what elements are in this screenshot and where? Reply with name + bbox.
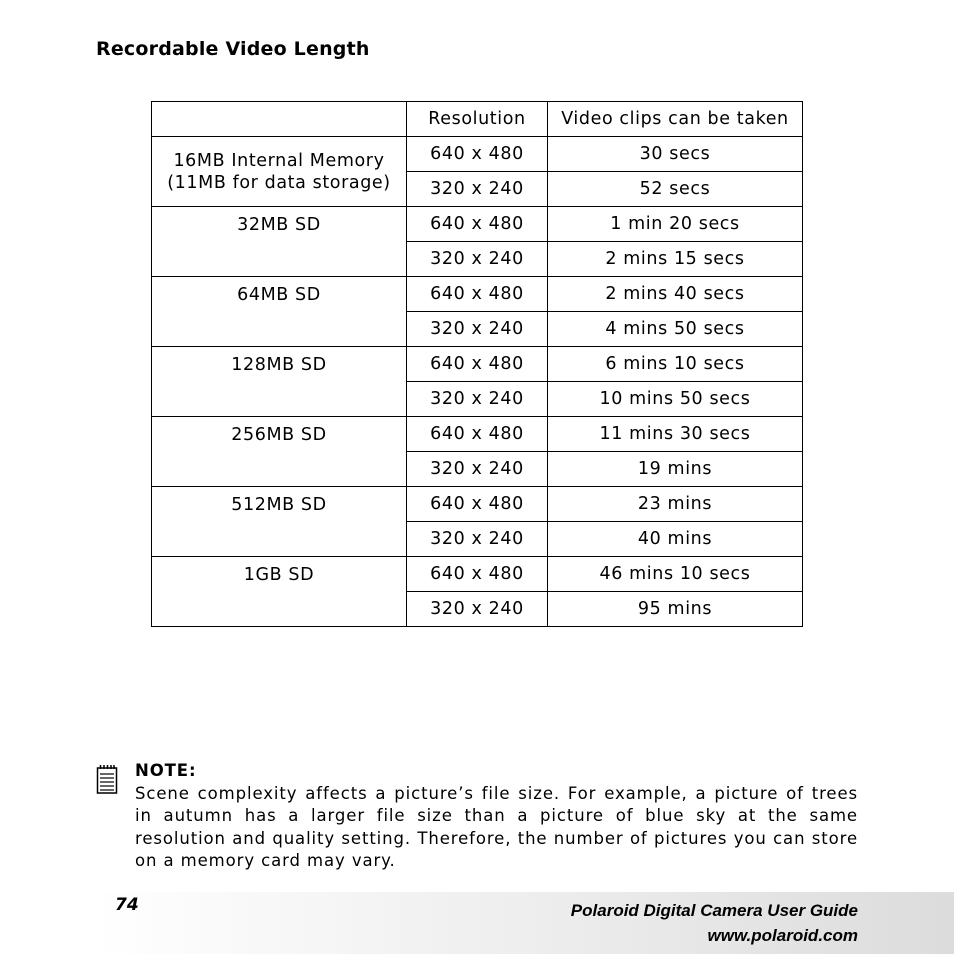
video-length-cell: 2 mins 15 secs [548,242,803,277]
resolution-cell: 640 x 480 [407,557,548,592]
table-row [152,557,803,592]
resolution-cell: 640 x 480 [407,417,548,452]
video-length-cell: 11 mins 30 secs [548,417,803,452]
notepad-icon [96,763,118,795]
capacity-cell: 1GB SD [152,557,407,627]
table-row [152,347,803,382]
video-length-cell: 2 mins 40 secs [548,277,803,312]
note-text: Scene complexity affects a picture’s file size. For example, a picture of trees in autumn has a larger file size than a picture of blue sky at the same resolution and quality setting. Therefore, the number of pictures you can store on a memory card may vary. [135,783,858,870]
resolution-cell: 640 x 480 [407,137,548,172]
note-label: NOTE: [135,761,197,780]
page-number: 74 [115,895,139,915]
table-header-row [152,102,803,137]
header-cell-capacity [152,102,407,137]
video-length-cell: 52 secs [548,172,803,207]
table-row [152,137,803,172]
resolution-cell: 640 x 480 [407,207,548,242]
video-length-cell: 19 mins [548,452,803,487]
video-length-cell: 46 mins 10 secs [548,557,803,592]
video-length-cell: 95 mins [548,592,803,627]
video-length-cell: 23 mins [548,487,803,522]
video-length-cell: 40 mins [548,522,803,557]
resolution-cell: 640 x 480 [407,347,548,382]
capacity-cell: 128MB SD [152,347,407,417]
video-length-table [151,101,803,627]
video-length-cell: 4 mins 50 secs [548,312,803,347]
video-length-cell: 1 min 20 secs [548,207,803,242]
table-row [152,207,803,242]
resolution-cell: 320 x 240 [407,522,548,557]
resolution-cell: 320 x 240 [407,172,548,207]
header-cell-resolution: Resolution [407,102,548,137]
capacity-cell: 32MB SD [152,207,407,277]
video-length-cell: 10 mins 50 secs [548,382,803,417]
video-length-cell: 6 mins 10 secs [548,347,803,382]
guide-title: Polaroid Digital Camera User Guide [570,901,858,920]
capacity-cell: 64MB SD [152,277,407,347]
website-link[interactable]: www.polaroid.com [707,926,858,945]
capacity-cell: 512MB SD [152,487,407,557]
capacity-cell: 256MB SD [152,417,407,487]
table-row [152,417,803,452]
resolution-cell: 320 x 240 [407,452,548,487]
header-cell-video-clips: Video clips can be taken [548,102,803,137]
resolution-cell: 320 x 240 [407,242,548,277]
resolution-cell: 640 x 480 [407,277,548,312]
video-length-cell: 30 secs [548,137,803,172]
table-row [152,277,803,312]
resolution-cell: 320 x 240 [407,312,548,347]
resolution-cell: 320 x 240 [407,382,548,417]
note-block [135,760,858,873]
resolution-cell: 320 x 240 [407,592,548,627]
footer [571,898,858,948]
table-row [152,487,803,522]
resolution-cell: 640 x 480 [407,487,548,522]
capacity-cell: 16MB Internal Memory (11MB for data storage) [152,137,407,207]
page-title: Recordable Video Length [96,38,370,60]
